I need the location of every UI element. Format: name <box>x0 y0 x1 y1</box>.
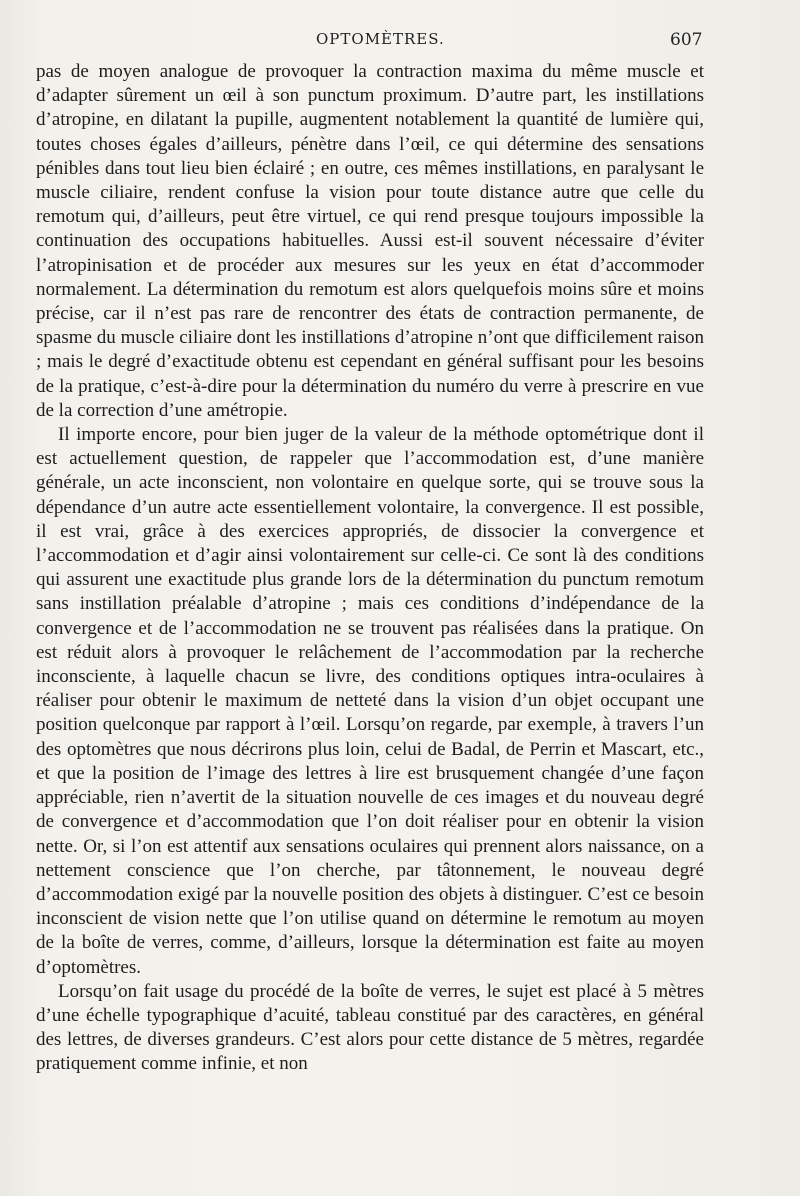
page-number: 607 <box>670 30 703 50</box>
running-header <box>0 30 800 50</box>
running-title: OPTOMÈTRES. <box>316 30 445 48</box>
paragraph-3: Lorsqu’on fait usage du procédé de la boîte de verres, le sujet est placé à 5 mètres d’une échelle typographique d’acuité, tableau constitué par des caractères, en général des lettres, de diverses grandeurs. C’est alors pour cette distance de 5 mètres, regardée pratiquement comme infinie, et non <box>36 980 704 1075</box>
body-text <box>36 60 704 1077</box>
paragraph-2: Il importe encore, pour bien juger de la valeur de la méthode optométrique dont il est actuellement question, de rappeler que l’accommodation est, d’une manière générale, un acte inconscient, non volontaire en quelque sorte, qui se trouve sous la dépendance d’un autre acte essentiellement volontaire, la convergence. Il est possible, il est vrai, grâce à des exercices appropriés, de dissocier la convergence et l’accommodation et d’agir ainsi volontairement sur celle-ci. Ce sont là des conditions qui assurent une exactitude plus grande lors de la détermination du punctum remotum sans instillation préalable d’atropine ; mais ces conditions d’indépendance de la convergence et de l’accommodation ne se trouvent pas réalisées dans la pratique. On est réduit alors à provoquer le relâchement de l’accommodation par la recherche inconsciente, à laquelle chacun se livre, des conditions optiques intra-oculaires à réaliser pour obtenir le maximum de netteté dans la vision d’un objet occupant une position quelconque par rapport à l’œil. Lorsqu’on regarde, par exemple, à travers l’un des optomètres que nous décrirons plus loin, celui de Badal, de Perrin et Mascart, etc., et que la position de l’image des lettres à lire est brusquement changée d’une façon appréciable, rien n’avertit de la situation nouvelle de ces images et du nouveau degré de convergence et d’accommodation que l’on doit réaliser pour en obtenir la vision nette. Or, si l’on est attentif aux sensations oculaires qui prennent alors naissance, on a nettement conscience que l’on cherche, par tâtonnement, le nouveau degré d’accommodation exigé par la nouvelle position des objets à distinguer. C’est ce besoin inconscient de vision nette que l’on utilise quand on détermine le remotum au moyen de la boîte de verres, comme, d’ailleurs, lorsque la détermination est faite au moyen d’optomètres. <box>36 424 704 978</box>
paragraph-1: pas de moyen analogue de provoquer la contraction maxima du même muscle et d’adapter sûrement un œil à son punctum proximum. D’autre part, les instillations d’atropine, en dilatant la pupille, augmentent notablement la quantité de lumière qui, toutes choses égales d’ailleurs, pénètre dans l’œil, ce qui détermine des sensations pénibles dans tout lieu bien éclairé ; en outre, ces mêmes instillations, en paralysant le muscle ciliaire, rendent confuse la vision pour toute distance autre que celle du remotum qui, d’ailleurs, peut être virtuel, ce qui rend presque toujours impossible la continuation des occupations habituelles. Aussi est-il souvent nécessaire d’éviter l’atropinisation et de procéder aux mesures sur les yeux en état d’accommoder normalement. La détermination du remotum est alors quelquefois moins sûre et moins précise, car il n’est pas rare de rencontrer des états de contraction permanente, de spasme du muscle ciliaire dont les instillations d’atropine n’ont que difficilement raison ; mais le degré d’exactitude obtenu est cependant en général suffisant pour les besoins de la pratique, c’est-à-dire pour la détermination du numéro du verre à prescrire en vue de la correction d’une amétropie. <box>36 61 704 421</box>
